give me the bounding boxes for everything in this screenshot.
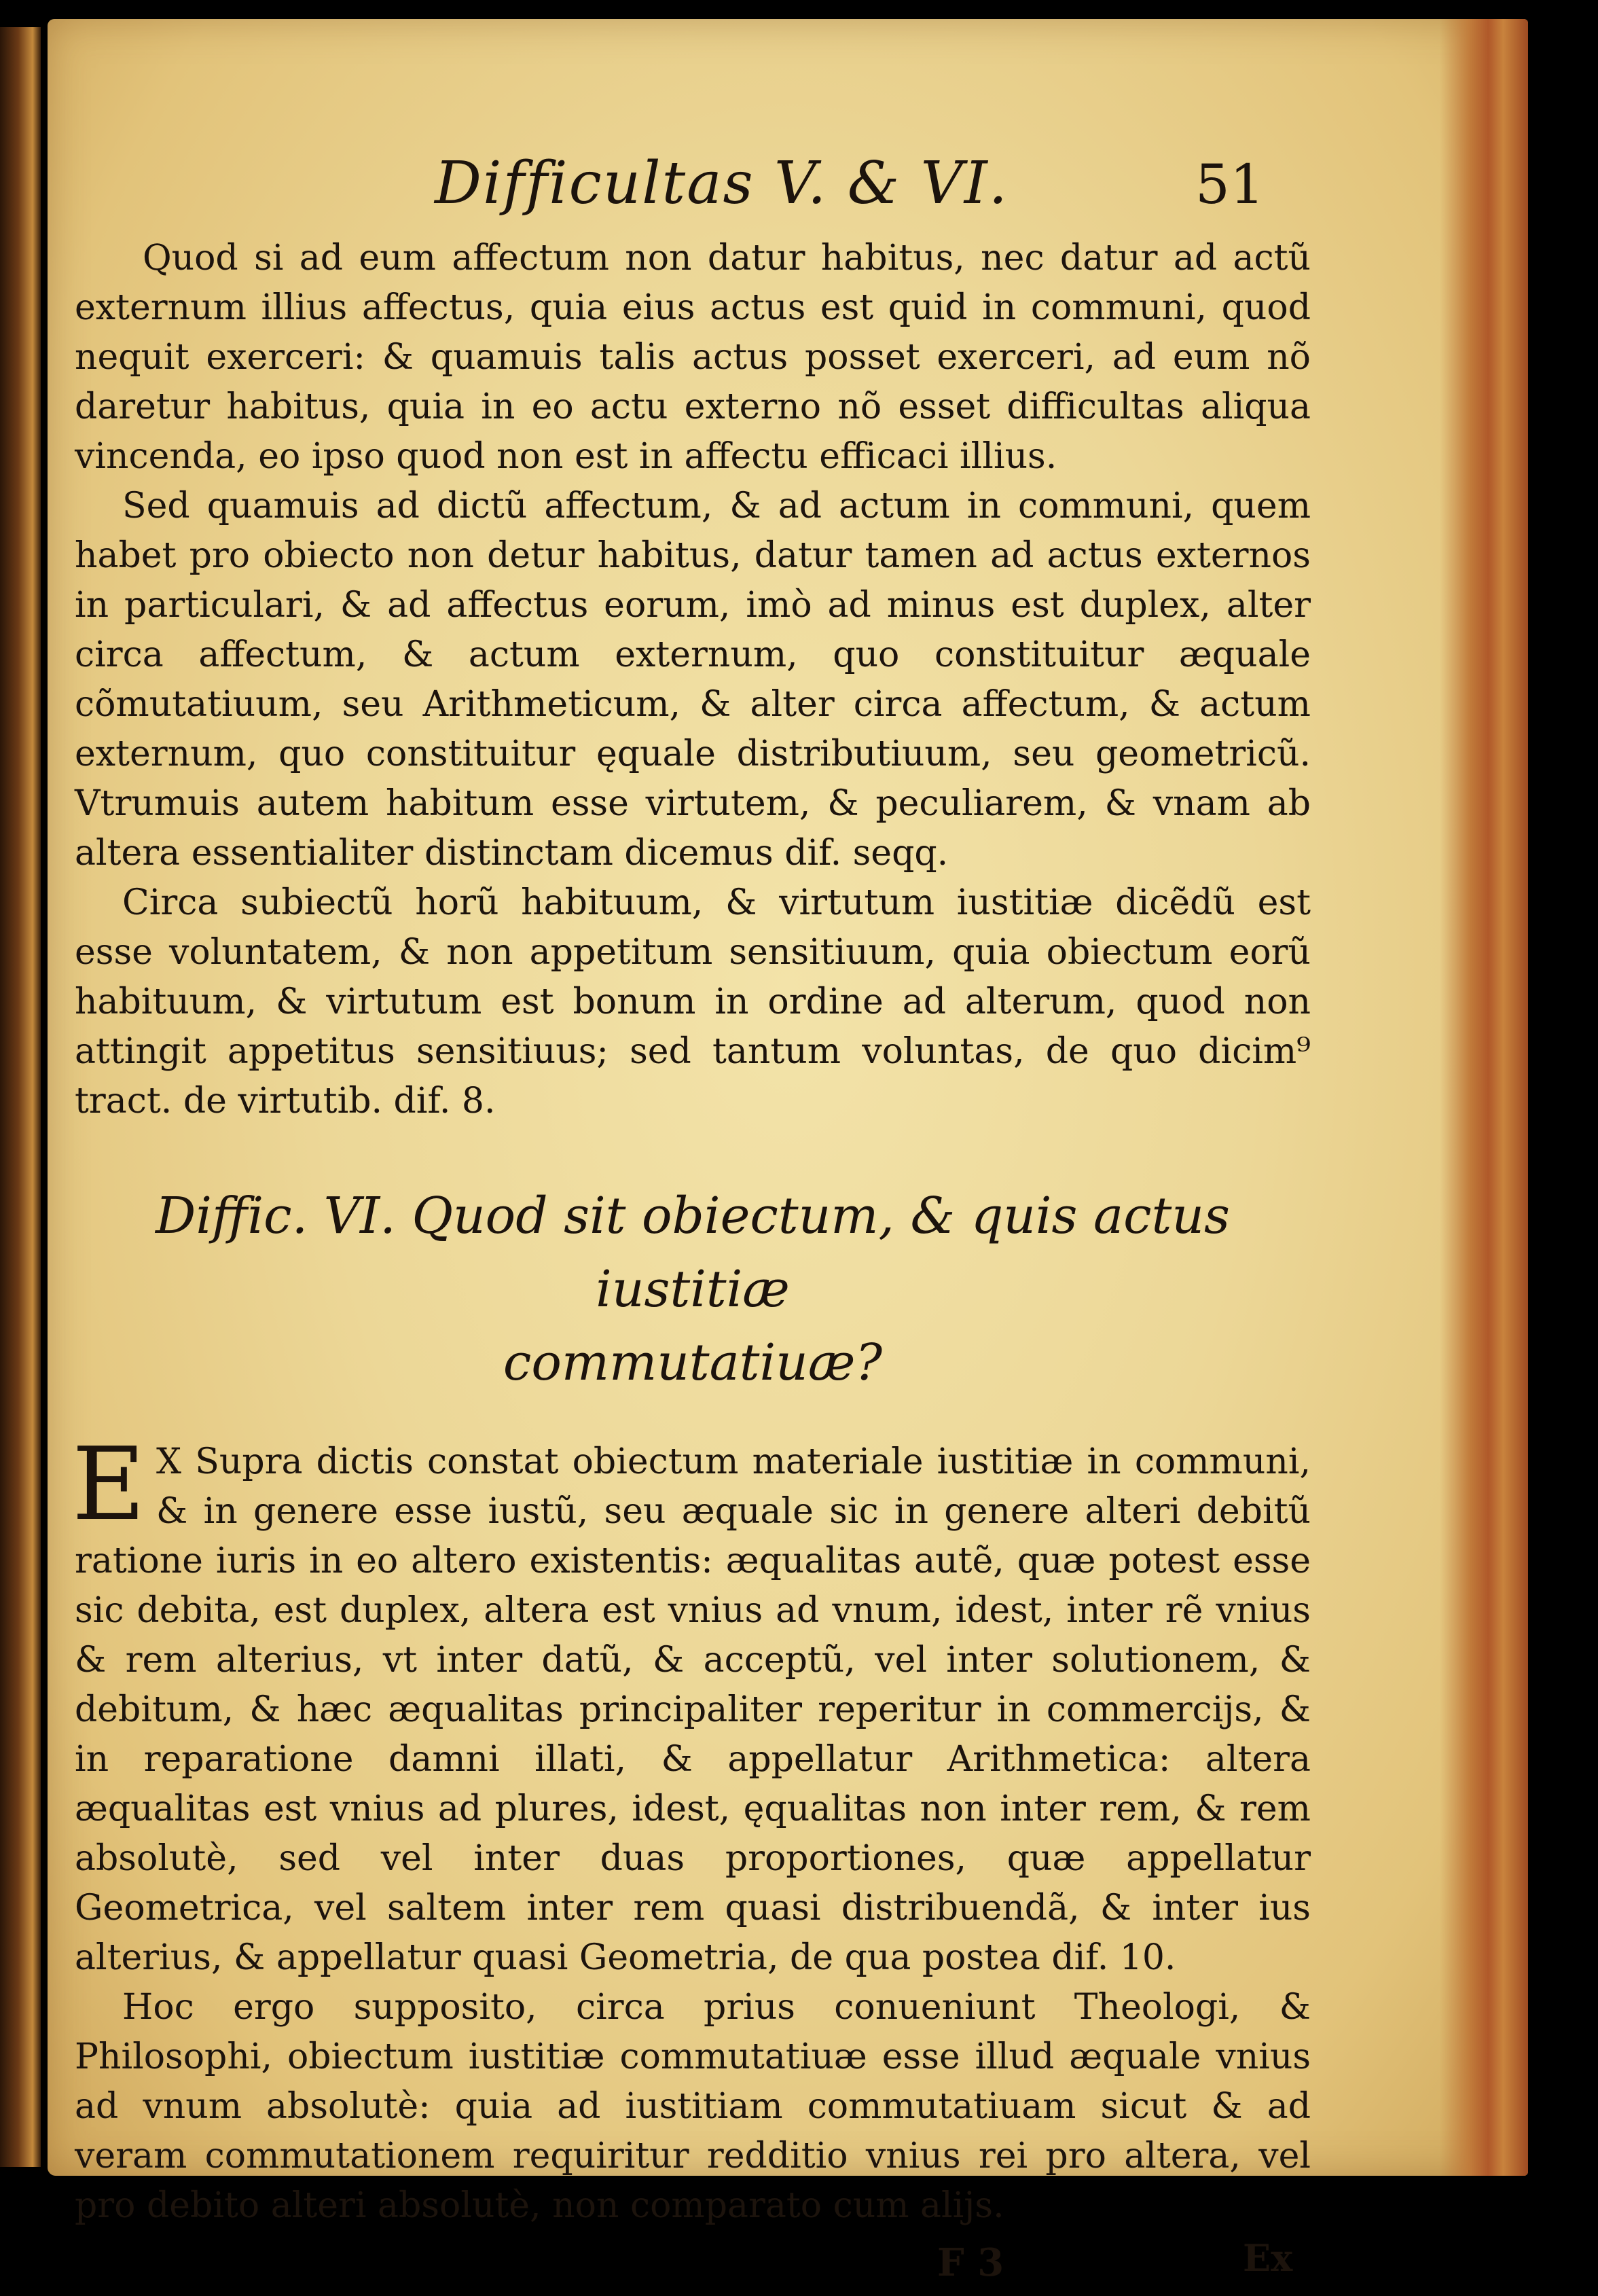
section-heading-line-1: Diffic. VI. Quod sit obiectum, & quis actus iustitiæ <box>156 1187 1230 1319</box>
gilt-page-edge <box>1440 19 1528 2176</box>
running-head <box>75 136 1311 238</box>
running-title: Difficultas V. & VI. <box>435 149 1009 217</box>
dropcap-paragraph <box>72 1426 1311 1983</box>
catchword: Ex <box>1243 2236 1293 2280</box>
paragraph-3: Circa subiectũ horũ habituum, & virtutum iustitiæ dicẽdũ est esse voluntatem, & non appetitum sensitiuum, quia obiectum eorũ habituum, & virtutum est bonum in ordine ad alterum, quod non attingit appetitus sensitiuus; sed tantum voluntas, de quo dicim⁹ tract. de virtutib. dif. 8. <box>75 882 1311 1122</box>
page-footer <box>75 2235 1311 2296</box>
drop-cap-initial: E <box>72 1426 146 1543</box>
page-number: 51 <box>1195 153 1265 216</box>
paragraph-2: Sed quamuis ad dictũ affectum, & ad actum in communi, quem habet pro obiecto non detur habitus, datur tamen ad actus externos in particulari, & ad affectus eorum, imò ad minus est duplex, alter circa affectum, & actum externum, quo constituitur æquale cõmutatiuum, seu Arithmeticum, & alter circa affectum, & actum externum, quo constituitur ęquale distributiuum, seu geometricũ. Vtrumuis autem habitum esse virtutem, & peculiarem, & vnam ab altera essentialiter distinctam dicemus dif. seqq. <box>75 486 1311 874</box>
paragraph-last: Hoc ergo supposito, circa prius conueniunt Theologi, & Philosophi, obiectum iustitiæ commutatiuæ esse illud æquale vnius ad vnum absolutè: quia ad iustitiam commutatiuam sicut & ad veram commutationem requiritur redditio vnius rei pro altera, vel pro debito alteri absolutè, non comparato cum alijs. <box>75 1987 1311 2226</box>
section-heading <box>75 1179 1311 1399</box>
dropcap-paragraph-text: X Supra dictis constat obiectum materiale iustitiæ in communi, & in genere esse iustũ, seu æquale sic in genere alteri debitũ ratione iuris in eo altero existentis: æqualitas autẽ, quæ potest esse sic debita, est duplex, altera est vnius ad vnum, idest, inter rẽ vnius & rem alterius, vt inter datũ, & acceptũ, vel inter solutionem, & debitum, & hæc æqualitas principaliter reperitur in commercijs, & in reparatione damni illati, & appellatur Arithmetica: altera æqualitas est vnius ad plures, idest, ęqualitas non inter rem, & rem absolutè, sed vel inter duas proportiones, quæ appellatur Geometrica, vel saltem inter rem quasi distribuendã, & inter ius alterius, & appellatur quasi Geometria, de qua postea dif. 10. <box>75 1441 1311 1978</box>
section-heading-line-2: commutatiuæ? <box>503 1333 883 1392</box>
paragraph-1: Quod si ad eum affectum non datur habitus, nec datur ad actũ externum illius affectus, quia eius actus est quid in communi, quod nequit exerceri: & quamuis talis actus posset exerceri, ad eum nõ daretur habitus, quia in eo actu externo nõ esset difficultas aliqua vincenda, eo ipso quod non est in affectu efficaci illius. <box>75 238 1311 477</box>
signature-mark: F 3 <box>937 2240 1004 2285</box>
left-page-edge <box>0 27 41 2167</box>
text-block <box>72 136 1311 2296</box>
